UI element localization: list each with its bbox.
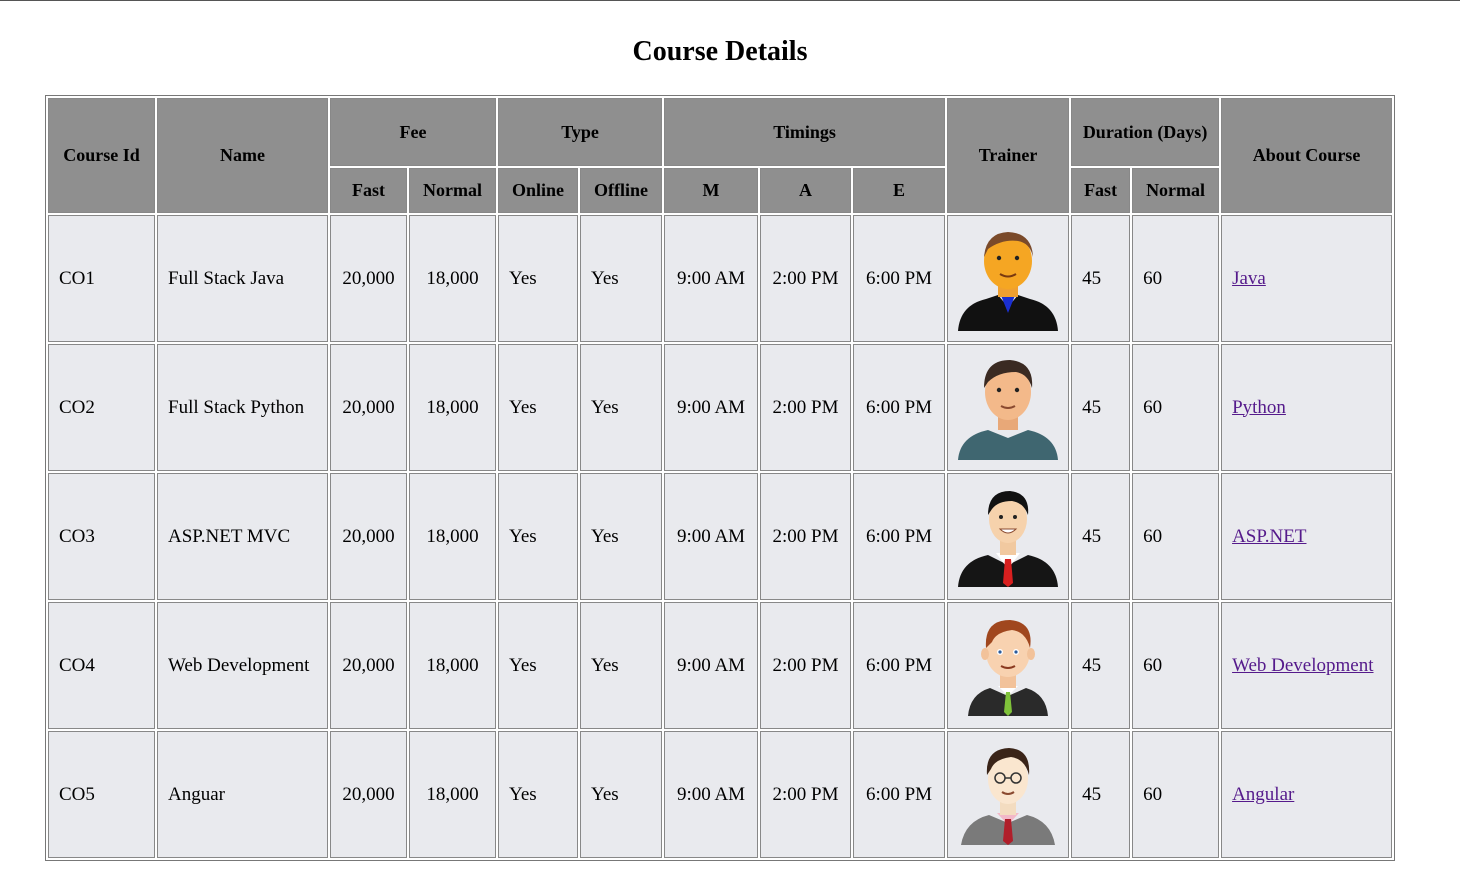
cell-fee-fast: 20,000 — [330, 731, 407, 858]
trainer-avatar-4-icon — [966, 616, 1050, 716]
table-row — [48, 731, 1392, 858]
cell-trainer — [947, 731, 1069, 858]
header-duration: Duration (Days) — [1071, 98, 1219, 166]
cell-fee-fast: 20,000 — [330, 473, 407, 600]
header-about-course: About Course — [1221, 98, 1392, 213]
cell-trainer — [947, 602, 1069, 729]
cell-online: Yes — [498, 731, 578, 858]
cell-fee-normal: 18,000 — [409, 215, 496, 342]
header-time-e: E — [853, 168, 945, 213]
table-row — [48, 215, 1392, 342]
cell-time-m: 9:00 AM — [664, 344, 758, 471]
cell-time-a: 2:00 PM — [760, 602, 851, 729]
cell-course-id: CO5 — [48, 731, 155, 858]
cell-about-course — [1221, 731, 1392, 858]
cell-time-e: 6:00 PM — [853, 731, 945, 858]
cell-course-name: ASP.NET MVC — [157, 473, 328, 600]
cell-course-name: Full Stack Python — [157, 344, 328, 471]
cell-about-course — [1221, 473, 1392, 600]
cell-duration-fast: 45 — [1071, 602, 1130, 729]
table-row — [48, 473, 1392, 600]
cell-time-m: 9:00 AM — [664, 731, 758, 858]
cell-time-a: 2:00 PM — [760, 344, 851, 471]
cell-fee-fast: 20,000 — [330, 344, 407, 471]
cell-time-e: 6:00 PM — [853, 602, 945, 729]
cell-course-id: CO4 — [48, 602, 155, 729]
cell-time-e: 6:00 PM — [853, 344, 945, 471]
cell-time-e: 6:00 PM — [853, 215, 945, 342]
cell-duration-normal: 60 — [1132, 473, 1219, 600]
course-table — [45, 95, 1395, 861]
cell-fee-fast: 20,000 — [330, 602, 407, 729]
header-row-1 — [48, 98, 1392, 166]
cell-fee-fast: 20,000 — [330, 215, 407, 342]
header-fee: Fee — [330, 98, 496, 166]
about-course-link[interactable]: Web Development — [1232, 654, 1374, 676]
cell-time-a: 2:00 PM — [760, 215, 851, 342]
cell-offline: Yes — [580, 602, 662, 729]
cell-fee-normal: 18,000 — [409, 344, 496, 471]
about-course-link[interactable]: Java — [1232, 267, 1266, 289]
cell-offline: Yes — [580, 473, 662, 600]
cell-about-course — [1221, 344, 1392, 471]
cell-trainer — [947, 473, 1069, 600]
header-type-offline: Offline — [580, 168, 662, 213]
header-fee-fast: Fast — [330, 168, 407, 213]
cell-time-a: 2:00 PM — [760, 473, 851, 600]
cell-trainer — [947, 215, 1069, 342]
cell-course-name: Web Development — [157, 602, 328, 729]
header-duration-fast: Fast — [1071, 168, 1130, 213]
about-course-link[interactable]: ASP.NET — [1232, 525, 1307, 547]
cell-online: Yes — [498, 473, 578, 600]
cell-course-id: CO1 — [48, 215, 155, 342]
cell-time-m: 9:00 AM — [664, 602, 758, 729]
cell-time-e: 6:00 PM — [853, 473, 945, 600]
cell-online: Yes — [498, 344, 578, 471]
header-name: Name — [157, 98, 328, 213]
cell-course-name: Anguar — [157, 731, 328, 858]
cell-duration-normal: 60 — [1132, 344, 1219, 471]
cell-online: Yes — [498, 602, 578, 729]
cell-offline: Yes — [580, 215, 662, 342]
cell-course-name: Full Stack Java — [157, 215, 328, 342]
cell-duration-fast: 45 — [1071, 344, 1130, 471]
table-row — [48, 344, 1392, 471]
table-row — [48, 602, 1392, 729]
cell-about-course — [1221, 215, 1392, 342]
header-duration-normal: Normal — [1132, 168, 1219, 213]
cell-course-id: CO2 — [48, 344, 155, 471]
cell-duration-normal: 60 — [1132, 731, 1219, 858]
header-time-m: M — [664, 168, 758, 213]
cell-about-course — [1221, 602, 1392, 729]
cell-duration-fast: 45 — [1071, 731, 1130, 858]
header-time-a: A — [760, 168, 851, 213]
trainer-avatar-5-icon — [961, 745, 1055, 845]
cell-duration-normal: 60 — [1132, 215, 1219, 342]
about-course-link[interactable]: Python — [1232, 396, 1286, 418]
trainer-avatar-1-icon — [958, 227, 1058, 331]
cell-trainer — [947, 344, 1069, 471]
cell-fee-normal: 18,000 — [409, 473, 496, 600]
cell-offline: Yes — [580, 344, 662, 471]
header-type: Type — [498, 98, 662, 166]
cell-fee-normal: 18,000 — [409, 731, 496, 858]
page-title: Course Details — [632, 36, 808, 67]
header-trainer: Trainer — [947, 98, 1069, 213]
trainer-avatar-2-icon — [958, 356, 1058, 460]
cell-time-a: 2:00 PM — [760, 731, 851, 858]
cell-time-m: 9:00 AM — [664, 473, 758, 600]
cell-offline: Yes — [580, 731, 662, 858]
header-fee-normal: Normal — [409, 168, 496, 213]
cell-duration-normal: 60 — [1132, 602, 1219, 729]
cell-time-m: 9:00 AM — [664, 215, 758, 342]
trainer-avatar-3-icon — [958, 487, 1058, 587]
cell-duration-fast: 45 — [1071, 473, 1130, 600]
header-course-id: Course Id — [48, 98, 155, 213]
cell-online: Yes — [498, 215, 578, 342]
top-border-line — [0, 0, 1460, 1]
header-type-online: Online — [498, 168, 578, 213]
cell-duration-fast: 45 — [1071, 215, 1130, 342]
about-course-link[interactable]: Angular — [1232, 783, 1295, 805]
cell-course-id: CO3 — [48, 473, 155, 600]
header-timings: Timings — [664, 98, 945, 166]
cell-fee-normal: 18,000 — [409, 602, 496, 729]
